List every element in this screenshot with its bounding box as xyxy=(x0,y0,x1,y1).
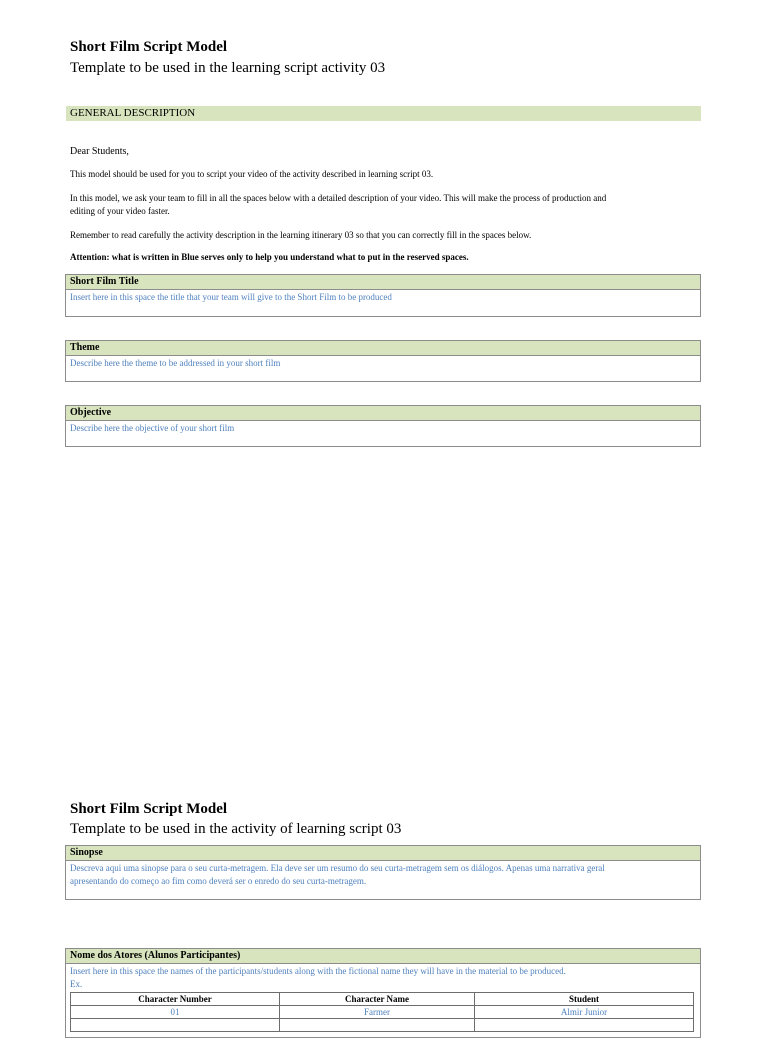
intro-paragraph-1: This model should be used for you to script your video of the activity described in learning script 03. xyxy=(70,169,434,179)
field-label: Sinopse xyxy=(66,846,700,861)
example-label: Ex. xyxy=(70,979,83,989)
theme-field[interactable] xyxy=(65,340,701,382)
table-cell: Almir Junior xyxy=(475,1006,694,1019)
field-label: Objective xyxy=(66,406,700,421)
field-hint: Descreva aqui uma sinopse para o seu curta-metragem. Ela deve ser um resumo do seu curta-metragem sem os diálogos. Apenas uma narrativa geral apresentando do começo ao fim como deverá ser o enredo do seu curta-metragem. xyxy=(70,863,605,886)
table-cell: Farmer xyxy=(280,1006,475,1019)
page-title: Short Film Script Model xyxy=(70,39,228,55)
field-hint: Describe here the objective of your short film xyxy=(70,423,235,433)
table-cell xyxy=(71,1019,280,1032)
field-hint: Describe here the theme to be addressed in your short film xyxy=(70,358,281,368)
table-row[interactable] xyxy=(71,1019,694,1032)
table-cell: 01 xyxy=(71,1006,280,1019)
field-hint: Insert here in this space the title that your team will give to the Short Film to be produced xyxy=(70,292,392,302)
table-row[interactable] xyxy=(71,1006,694,1019)
column-header: Student xyxy=(475,993,694,1006)
table-cell xyxy=(475,1019,694,1032)
general-description-header: GENERAL DESCRIPTION xyxy=(66,106,701,121)
characters-table xyxy=(70,992,694,1032)
page-title: Short Film Script Model xyxy=(70,801,228,817)
short-film-title-field[interactable] xyxy=(65,274,701,317)
page-subtitle: Template to be used in the learning script activity 03 xyxy=(70,60,386,76)
sinopse-field[interactable] xyxy=(65,845,701,900)
page-subtitle: Template to be used in the activity of learning script 03 xyxy=(70,821,402,837)
column-header: Character Number xyxy=(71,993,280,1006)
field-hint: Insert here in this space the names of the participants/students along with the fictional name they will have in the material to be produced. xyxy=(70,966,566,976)
attention-note: Attention: what is written in Blue serves only to help you understand what to put in the reserved spaces. xyxy=(70,252,469,262)
table-cell xyxy=(280,1019,475,1032)
field-label: Nome dos Atores (Alunos Participantes) xyxy=(66,949,700,964)
objective-field[interactable] xyxy=(65,405,701,447)
intro-paragraph-2: In this model, we ask your team to fill in all the spaces below with a detailed description of your video. This will make the process of production and editing of your video faster. xyxy=(70,193,607,216)
column-header: Character Name xyxy=(280,993,475,1006)
field-label: Short Film Title xyxy=(66,275,700,290)
table-header-row xyxy=(71,993,694,1006)
actors-field[interactable] xyxy=(65,948,701,1038)
intro-paragraph-3: Remember to read carefully the activity description in the learning itinerary 03 so that you can correctly fill in the spaces below. xyxy=(70,230,532,240)
greeting: Dear Students, xyxy=(70,146,129,157)
field-label: Theme xyxy=(66,341,700,356)
